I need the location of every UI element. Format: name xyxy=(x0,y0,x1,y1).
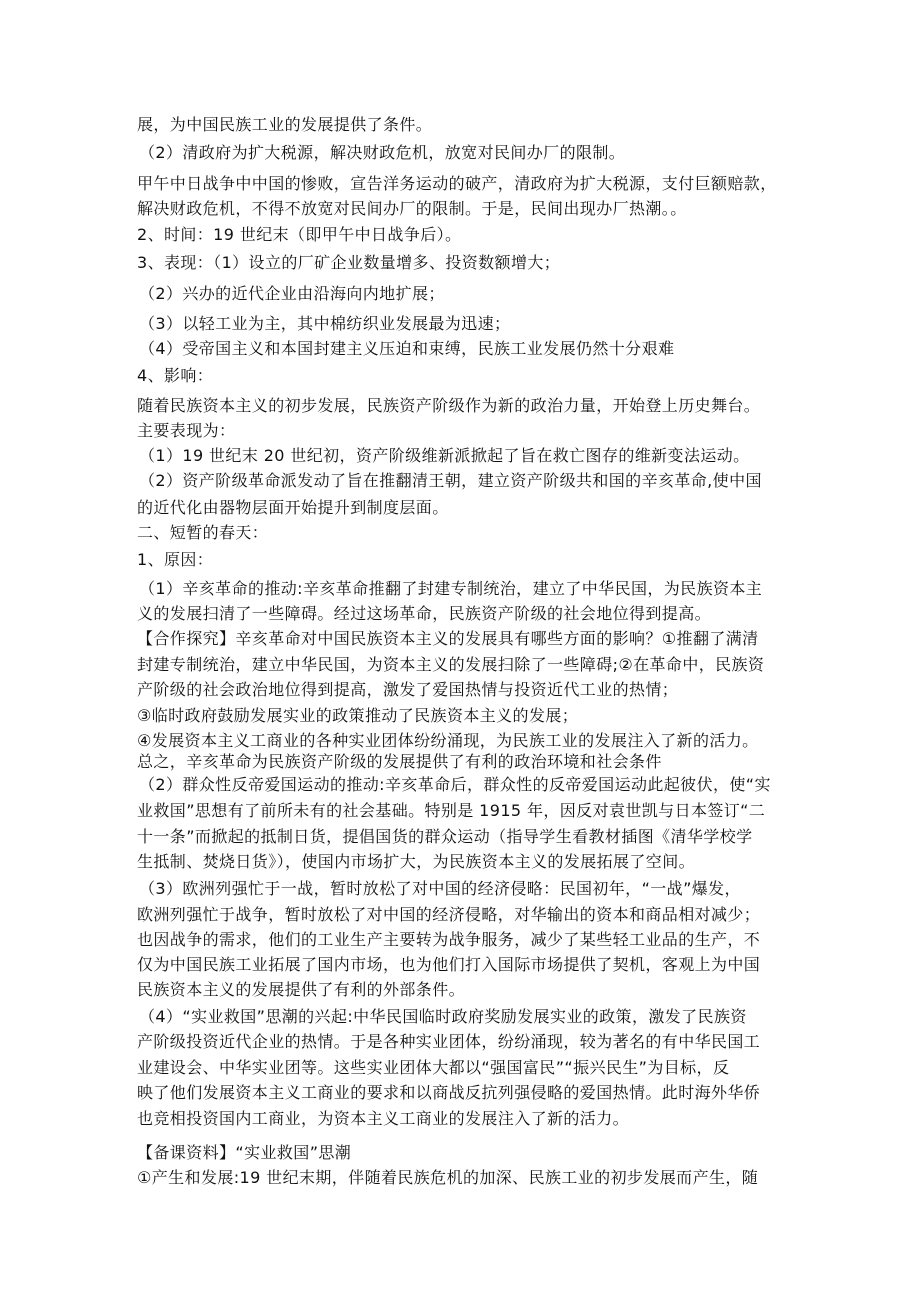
text-line: 义的发展扫清了一些障碍。经过这场革命，民族资产阶级的社会地位得到提高。 xyxy=(137,604,712,623)
text-line: （2）兴办的近代企业由沿海向内地扩展； xyxy=(139,284,445,303)
text-line: 产阶级的社会政治地位得到提高，激发了爱国热情与投资近代工业的热情； xyxy=(137,680,679,699)
text-line: 也竞相投资国内工商业，为资本主义工商业的发展注入了新的活力。 xyxy=(137,1109,630,1128)
text-line: ④发展资本主义工商业的各种实业团体纷纷涌现，为民族工业的发展注入了新的活力。 xyxy=(137,731,759,750)
text-line: 业救国”思想有了前所未有的社会基础。特别是 1915 年，因反对袁世凯与日本签订“二 xyxy=(137,801,766,820)
text-line: （1）19 世纪末 20 世纪初，资产阶级维新派掀起了旨在救亡图存的维新变法运动。 xyxy=(139,446,750,465)
text-line: （2）清政府为扩大税源，解决财政危机，放宽对民间办厂的限制。 xyxy=(139,143,626,162)
text-line: 封建专制统治，建立中华民国，为资本主义的发展扫除了一些障碍;②在革命中，民族资 xyxy=(137,655,765,674)
text-line: 民族资本主义的发展提供了有利的外部条件。 xyxy=(137,980,466,999)
section-heading: 二、短暂的春天： xyxy=(137,523,269,542)
text-line: 生抵制、焚烧日货》），使国内市场扩大，为民族资本主义的发展拓展了空间。 xyxy=(137,852,696,871)
text-line: 欧洲列强忙于战争，暂时放松了对中国的经济侵略，对华输出的资本和商品相对减少； xyxy=(137,905,761,924)
text-line: 也因战争的需求，他们的工业生产主要转为战争服务，减少了某些轻工业品的生产，不 xyxy=(137,930,761,949)
text-line: 甲午中日战争中中国的惨败，宣告洋务运动的破产，清政府为扩大税源，支付巨额赔款， xyxy=(137,174,777,193)
text-line: 总之，辛亥革命为民族资产阶级的发展提供了有利的政治环境和社会条件 xyxy=(137,752,662,771)
text-line: 的近代化由器物层面开始提升到制度层面。 xyxy=(137,498,449,517)
text-line: 解决财政危机，不得不放宽对民间办厂的限制。于是，民间出现办厂热潮。。 xyxy=(137,199,687,218)
text-line: 映了他们发展资本主义工商业的要求和以商战反抗列强侵略的爱国热情。此时海外华侨 xyxy=(137,1083,761,1102)
text-line: （4）“实业救国”思潮的兴起:中华民国临时政府奖励发展实业的政策，激发了民族资 xyxy=(139,1007,747,1026)
text-line: ①产生和发展:19 世纪末期，伴随着民族危机的加深、民族工业的初步发展而产生，随 xyxy=(137,1168,759,1187)
text-line: （2）群众性反帝爱国运动的推动:辛亥革命后，群众性的反帝爱国运动此起彼伏，使“实 xyxy=(139,775,771,794)
text-line: 3、表现：（1）设立的厂矿企业数量增多、投资数额增大； xyxy=(137,253,561,272)
text-line: 主要表现为： xyxy=(137,421,236,440)
text-line: 1、原因： xyxy=(137,550,214,569)
text-line: （3）欧洲列强忙于一战，暂时放松了对中国的经济侵略：民国初年，“一战”爆发， xyxy=(139,879,741,898)
text-line: （1）辛亥革命的推动:辛亥革命推翻了封建专制统治，建立了中华民国，为民族资本主 xyxy=(139,579,763,598)
text-line: 【合作探究】辛亥革命对中国民族资本主义的发展具有哪些方面的影响？①推翻了满清 xyxy=(137,629,759,648)
text-line: 随着民族资本主义的初步发展，民族资产阶级作为新的政治力量，开始登上历史舞台。 xyxy=(137,396,761,415)
text-line: 【备课资料】“实业救国”思潮 xyxy=(137,1143,352,1162)
text-line: （4）受帝国主义和本国封建主义压迫和束缚，民族工业发展仍然十分艰难 xyxy=(139,339,675,358)
text-line: （3）以轻工业为主，其中棉纺织业发展最为迅速； xyxy=(139,314,511,333)
text-line: 十一条”而掀起的抵制日货，提倡国货的群众运动（指导学生看教材插图《清华学校学 xyxy=(137,827,753,846)
text-line: （2）资产阶级革命派发动了旨在推翻清王朝，建立资产阶级共和国的辛亥革命,使中国 xyxy=(139,471,762,490)
text-line: 仅为中国民族工业拓展了国内市场，也为他们打入国际市场提供了契机，客观上为中国 xyxy=(137,955,761,974)
text-line: 产阶级投资近代企业的热情。于是各种实业团体，纷纷涌现，较为著名的有中华民国工 xyxy=(137,1032,761,1051)
text-line: 业建设会、中华实业团等。这些实业团体大都以“强国富民”“振兴民生”为目标，反 xyxy=(137,1058,730,1077)
text-line: ③临时政府鼓励发展实业的政策推动了民族资本主义的发展； xyxy=(137,706,579,725)
text-line: 2、时间：19 世纪末（即甲午中日战争后）。 xyxy=(137,225,462,244)
text-line: 展，为中国民族工业的发展提供了条件。 xyxy=(137,115,433,134)
text-line: 4、影响： xyxy=(137,366,214,385)
